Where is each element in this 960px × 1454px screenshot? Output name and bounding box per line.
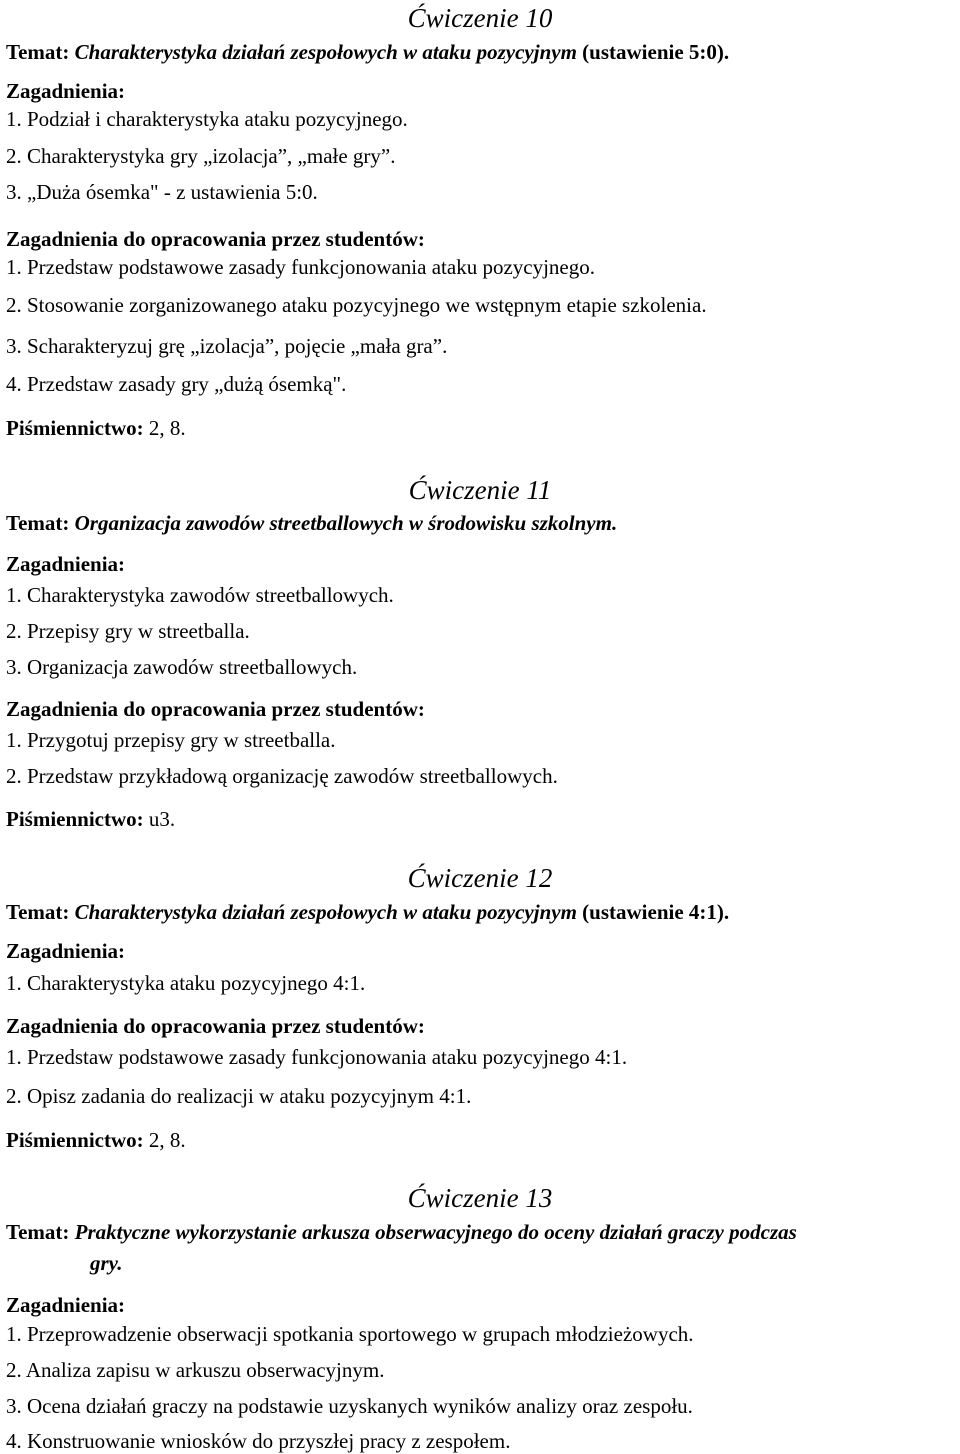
exercise-11-title: Ćwiczenie 11	[408, 475, 552, 505]
issue-item: 1. Charakterystyka ataku pozycyjnego 4:1.	[6, 971, 366, 995]
issue-item: 2. Analiza zapisu w arkuszu obserwacyjnym.	[6, 1358, 385, 1382]
literature-value: u3.	[148, 807, 176, 831]
student-issue-item: 1. Przedstaw podstawowe zasady funkcjonowania ataku pozycyjnego 4:1.	[6, 1045, 628, 1069]
issue-item: 1. Podział i charakterystyka ataku pozycyjnego.	[6, 107, 408, 131]
exercise-10-title: Ćwiczenie 10	[407, 3, 553, 33]
student-issue-item: 2. Przedstaw przykładową organizację zawodów streetballowych.	[6, 764, 558, 788]
topic-label: Temat:	[6, 511, 70, 535]
student-issue-item: 4. Przedstaw zasady gry „dużą ósemką".	[6, 372, 347, 396]
student-issue-item: 2. Stosowanie zorganizowanego ataku pozycyjnego we wstępnym etapie szkolenia.	[6, 293, 707, 317]
topic-text: Charakterystyka działań zespołowych w ataku pozycyjnym	[74, 40, 577, 64]
issues-label: Zagadnienia:	[6, 79, 126, 103]
literature-line	[6, 415, 186, 441]
issue-item: 3. Ocena działań graczy na podstawie uzyskanych wyników analizy oraz zespołu.	[6, 1394, 693, 1418]
literature-label: Piśmiennictwo:	[6, 807, 144, 831]
student-issues-label: Zagadnienia do opracowania przez studentów:	[6, 697, 425, 721]
exercise-11-topic	[6, 510, 617, 536]
literature-label: Piśmiennictwo:	[6, 1128, 144, 1152]
issues-label: Zagadnienia:	[6, 552, 126, 576]
topic-label: Temat:	[6, 40, 70, 64]
topic-text: Praktyczne wykorzystanie arkusza obserwacyjnego do oceny działań graczy podczas	[74, 1220, 797, 1244]
student-issue-item: 1. Przedstaw podstawowe zasady funkcjonowania ataku pozycyjnego.	[6, 255, 595, 279]
exercise-13-title: Ćwiczenie 13	[407, 1183, 553, 1213]
exercise-12-topic	[6, 899, 729, 925]
literature-label: Piśmiennictwo:	[6, 416, 144, 440]
topic-text: Organizacja zawodów streetballowych w środowisku szkolnym.	[74, 511, 618, 535]
student-issue-item: 3. Scharakteryzuj grę „izolacja”, pojęcie „mała gra”.	[6, 334, 448, 358]
student-issues-label: Zagadnienia do opracowania przez studentów:	[6, 227, 425, 251]
issue-item: 3. „Duża ósemka" - z ustawienia 5:0.	[6, 180, 318, 204]
topic-suffix: (ustawienie 4:1).	[582, 900, 730, 924]
issues-label: Zagadnienia:	[6, 1293, 126, 1317]
exercise-12-title: Ćwiczenie 12	[407, 863, 553, 893]
issue-item: 4. Konstruowanie wniosków do przyszłej pracy z zespołem.	[6, 1429, 511, 1453]
issue-item: 2. Charakterystyka gry „izolacja”, „małe gry”.	[6, 144, 396, 168]
literature-line	[6, 1127, 186, 1153]
literature-value: 2, 8.	[148, 1128, 186, 1152]
issues-label: Zagadnienia:	[6, 939, 126, 963]
literature-line	[6, 806, 175, 832]
literature-value: 2, 8.	[148, 416, 186, 440]
topic-text-continuation: gry.	[90, 1251, 123, 1275]
topic-text: Charakterystyka działań zespołowych w ataku pozycyjnym	[74, 900, 577, 924]
issue-item: 2. Przepisy gry w streetballa.	[6, 619, 250, 643]
topic-label: Temat:	[6, 900, 70, 924]
student-issues-label: Zagadnienia do opracowania przez studentów:	[6, 1014, 425, 1038]
issue-item: 1. Przeprowadzenie obserwacji spotkania sportowego w grupach młodzieżowych.	[6, 1322, 694, 1346]
student-issue-item: 2. Opisz zadania do realizacji w ataku pozycyjnym 4:1.	[6, 1084, 472, 1108]
topic-suffix: (ustawienie 5:0).	[582, 40, 730, 64]
exercise-10-topic	[6, 39, 729, 65]
issue-item: 3. Organizacja zawodów streetballowych.	[6, 655, 358, 679]
topic-label: Temat:	[6, 1220, 70, 1244]
student-issue-item: 1. Przygotuj przepisy gry w streetballa.	[6, 728, 336, 752]
issue-item: 1. Charakterystyka zawodów streetballowych.	[6, 583, 394, 607]
exercise-13-topic	[6, 1219, 797, 1245]
